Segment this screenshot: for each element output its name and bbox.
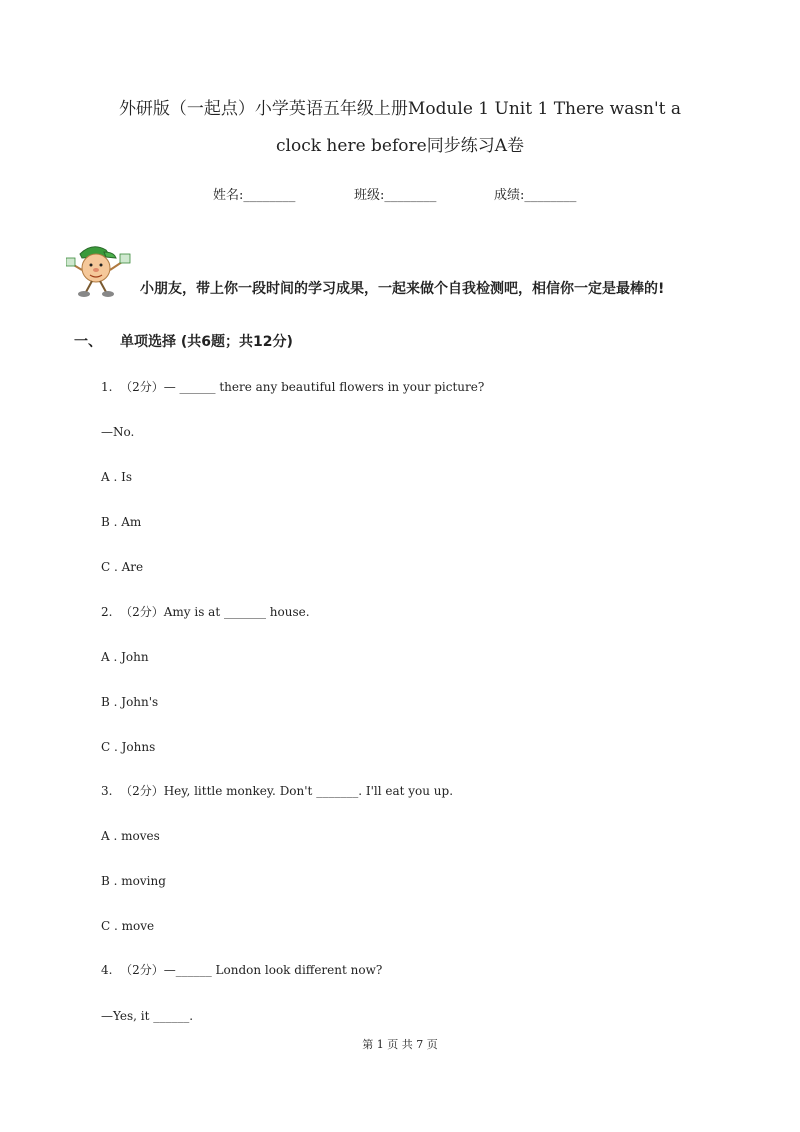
- section-number: 一、: [74, 334, 102, 350]
- option-b: B . moving: [101, 874, 166, 888]
- option-c: C . move: [101, 919, 155, 933]
- option-b: B . John's: [101, 695, 159, 709]
- question-stem: 1. （2分）— ______ there any beautiful flowers in your picture?: [101, 380, 485, 394]
- encouragement-text: 小朋友，带上你一段时间的学习成果，一起来做个自我检测吧，相信你一定是最棒的!: [140, 281, 665, 297]
- question-stem: 3. （2分）Hey, little monkey. Don't _______. I'll eat you up.: [101, 784, 454, 798]
- section-heading: [74, 331, 293, 351]
- name-field: 姓名:________: [213, 188, 296, 203]
- document-title: [60, 91, 740, 165]
- title-line-2: clock here before同步练习A卷: [276, 136, 524, 156]
- question-reply: —No.: [101, 425, 135, 439]
- class-field: 班级:________: [354, 188, 437, 203]
- section-title: 单项选择 (共6题；共12分): [120, 334, 293, 350]
- title-line-1: 外研版（一起点）小学英语五年级上册Module 1 Unit 1 There wasn't a: [118, 99, 682, 119]
- option-a: A . John: [101, 650, 149, 664]
- page-footer: 第 1 页 共 7 页: [362, 1038, 438, 1051]
- option-a: A . moves: [101, 829, 160, 843]
- question-stem: 2. （2分）Amy is at _______ house.: [101, 605, 310, 619]
- question-stem: 4. （2分）—______ London look different now?: [101, 963, 383, 977]
- score-field: 成绩:________: [494, 188, 577, 203]
- option-c: C . Are: [101, 560, 144, 574]
- question-reply: —Yes, it ______.: [101, 1009, 194, 1023]
- option-b: B . Am: [101, 515, 142, 529]
- mascot-icon: [66, 240, 132, 300]
- option-a: A . Is: [101, 470, 133, 484]
- option-c: C . Johns: [101, 740, 156, 754]
